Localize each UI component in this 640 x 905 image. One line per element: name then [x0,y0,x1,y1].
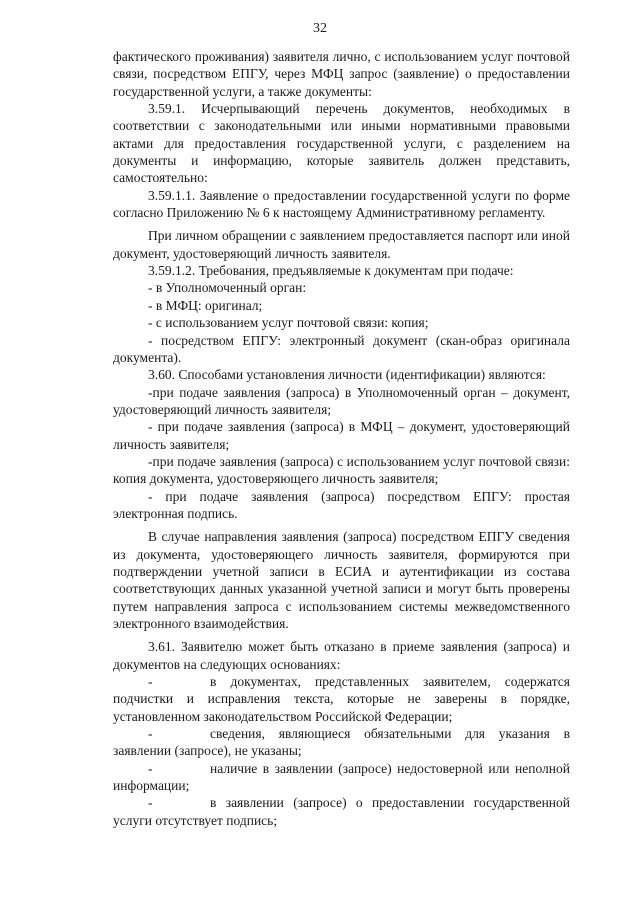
page-number: 32 [313,21,327,36]
document-body [113,48,570,829]
paragraph: 3.61. Заявителю может быть отказано в приеме заявления (запроса) и документов на следующих основаниях: [113,639,570,672]
list-item [113,760,570,795]
paragraph: 3.59.1. Исчерпывающий перечень документов, необходимых в соответствии с законодательными или иными нормативными правовыми актами для предоставления государственной услуги, с разделением на документы и информацию, которые заявитель должен представить, самостоятельно: [113,101,570,186]
list-item [113,673,570,725]
list-item [113,725,570,760]
paragraph: - посредством ЕПГУ: электронный документ (скан-образ оригинала документа). [113,332,570,365]
paragraph: -при подаче заявления (запроса) в Уполномоченный орган – документ, удостоверяющий личность заявителя; [113,384,570,417]
list-dash: - [148,760,153,776]
paragraph: - с использованием услуг почтовой связи: копия; [148,315,429,331]
list-item [113,794,570,829]
paragraph: фактического проживания) заявителя лично, с использованием услуг почтовой связи, посредством ЕПГУ, через МФЦ запрос (заявление) о предоставлении государственной услуги, а также документы: [113,49,570,99]
paragraph: -при подаче заявления (запроса) с использованием услуг почтовой связи: копия документа, удостоверяющего личность заявителя; [113,453,570,487]
paragraph: В случае направления заявления (запроса) посредством ЕПГУ сведения из документа, удостоверяющего личность заявителя, формируются при подтверждении учетной записи в ЕСИА и аутентификации из состава соответствующих данных указанной учетной записи и могут быть проверены путем направления запроса с использованием системы межведомственного электронного взаимодействия. [113,529,570,631]
paragraph: 3.59.1.2. Требования, предъявляемые к документам при подаче: [148,263,514,279]
paragraph: - при подаче заявления (запроса) в МФЦ – документ, удостоверяющий личность заявителя; [113,419,570,452]
paragraph: - в Уполномоченный орган: [148,280,307,296]
paragraph: 3.59.1.1. Заявление о предоставлении государственной услуги по форме согласно Приложению № 6 к настоящему Административному регламенту. [113,187,570,221]
list-dash: - [148,674,153,690]
list-item-text: в заявлении (запросе) о предоставлении государственной услуги отсутствует подпись; [113,795,570,828]
list-item-text: в документах, представленных заявителем, содержатся подчистки и исправления текста, которые не заверены в порядке, установленном законодательством Российской Федерации; [113,674,570,724]
paragraph: - при подаче заявления (запроса) посредством ЕПГУ: простая электронная подпись. [113,488,570,521]
paragraph: - в МФЦ: оригинал; [148,297,263,313]
list-dash: - [148,795,153,811]
paragraph: При личном обращении с заявлением предоставляется паспорт или иной документ, удостоверяющий личность заявителя. [113,228,570,261]
paragraph: 3.60. Способами установления личности (идентификации) являются: [148,367,546,383]
list-dash: - [148,726,153,742]
list-item-text: наличие в заявлении (запросе) недостоверной или неполной информации; [113,760,570,794]
list-item-text: сведения, являющиеся обязательными для указания в заявлении (запросе), не указаны; [113,726,570,759]
